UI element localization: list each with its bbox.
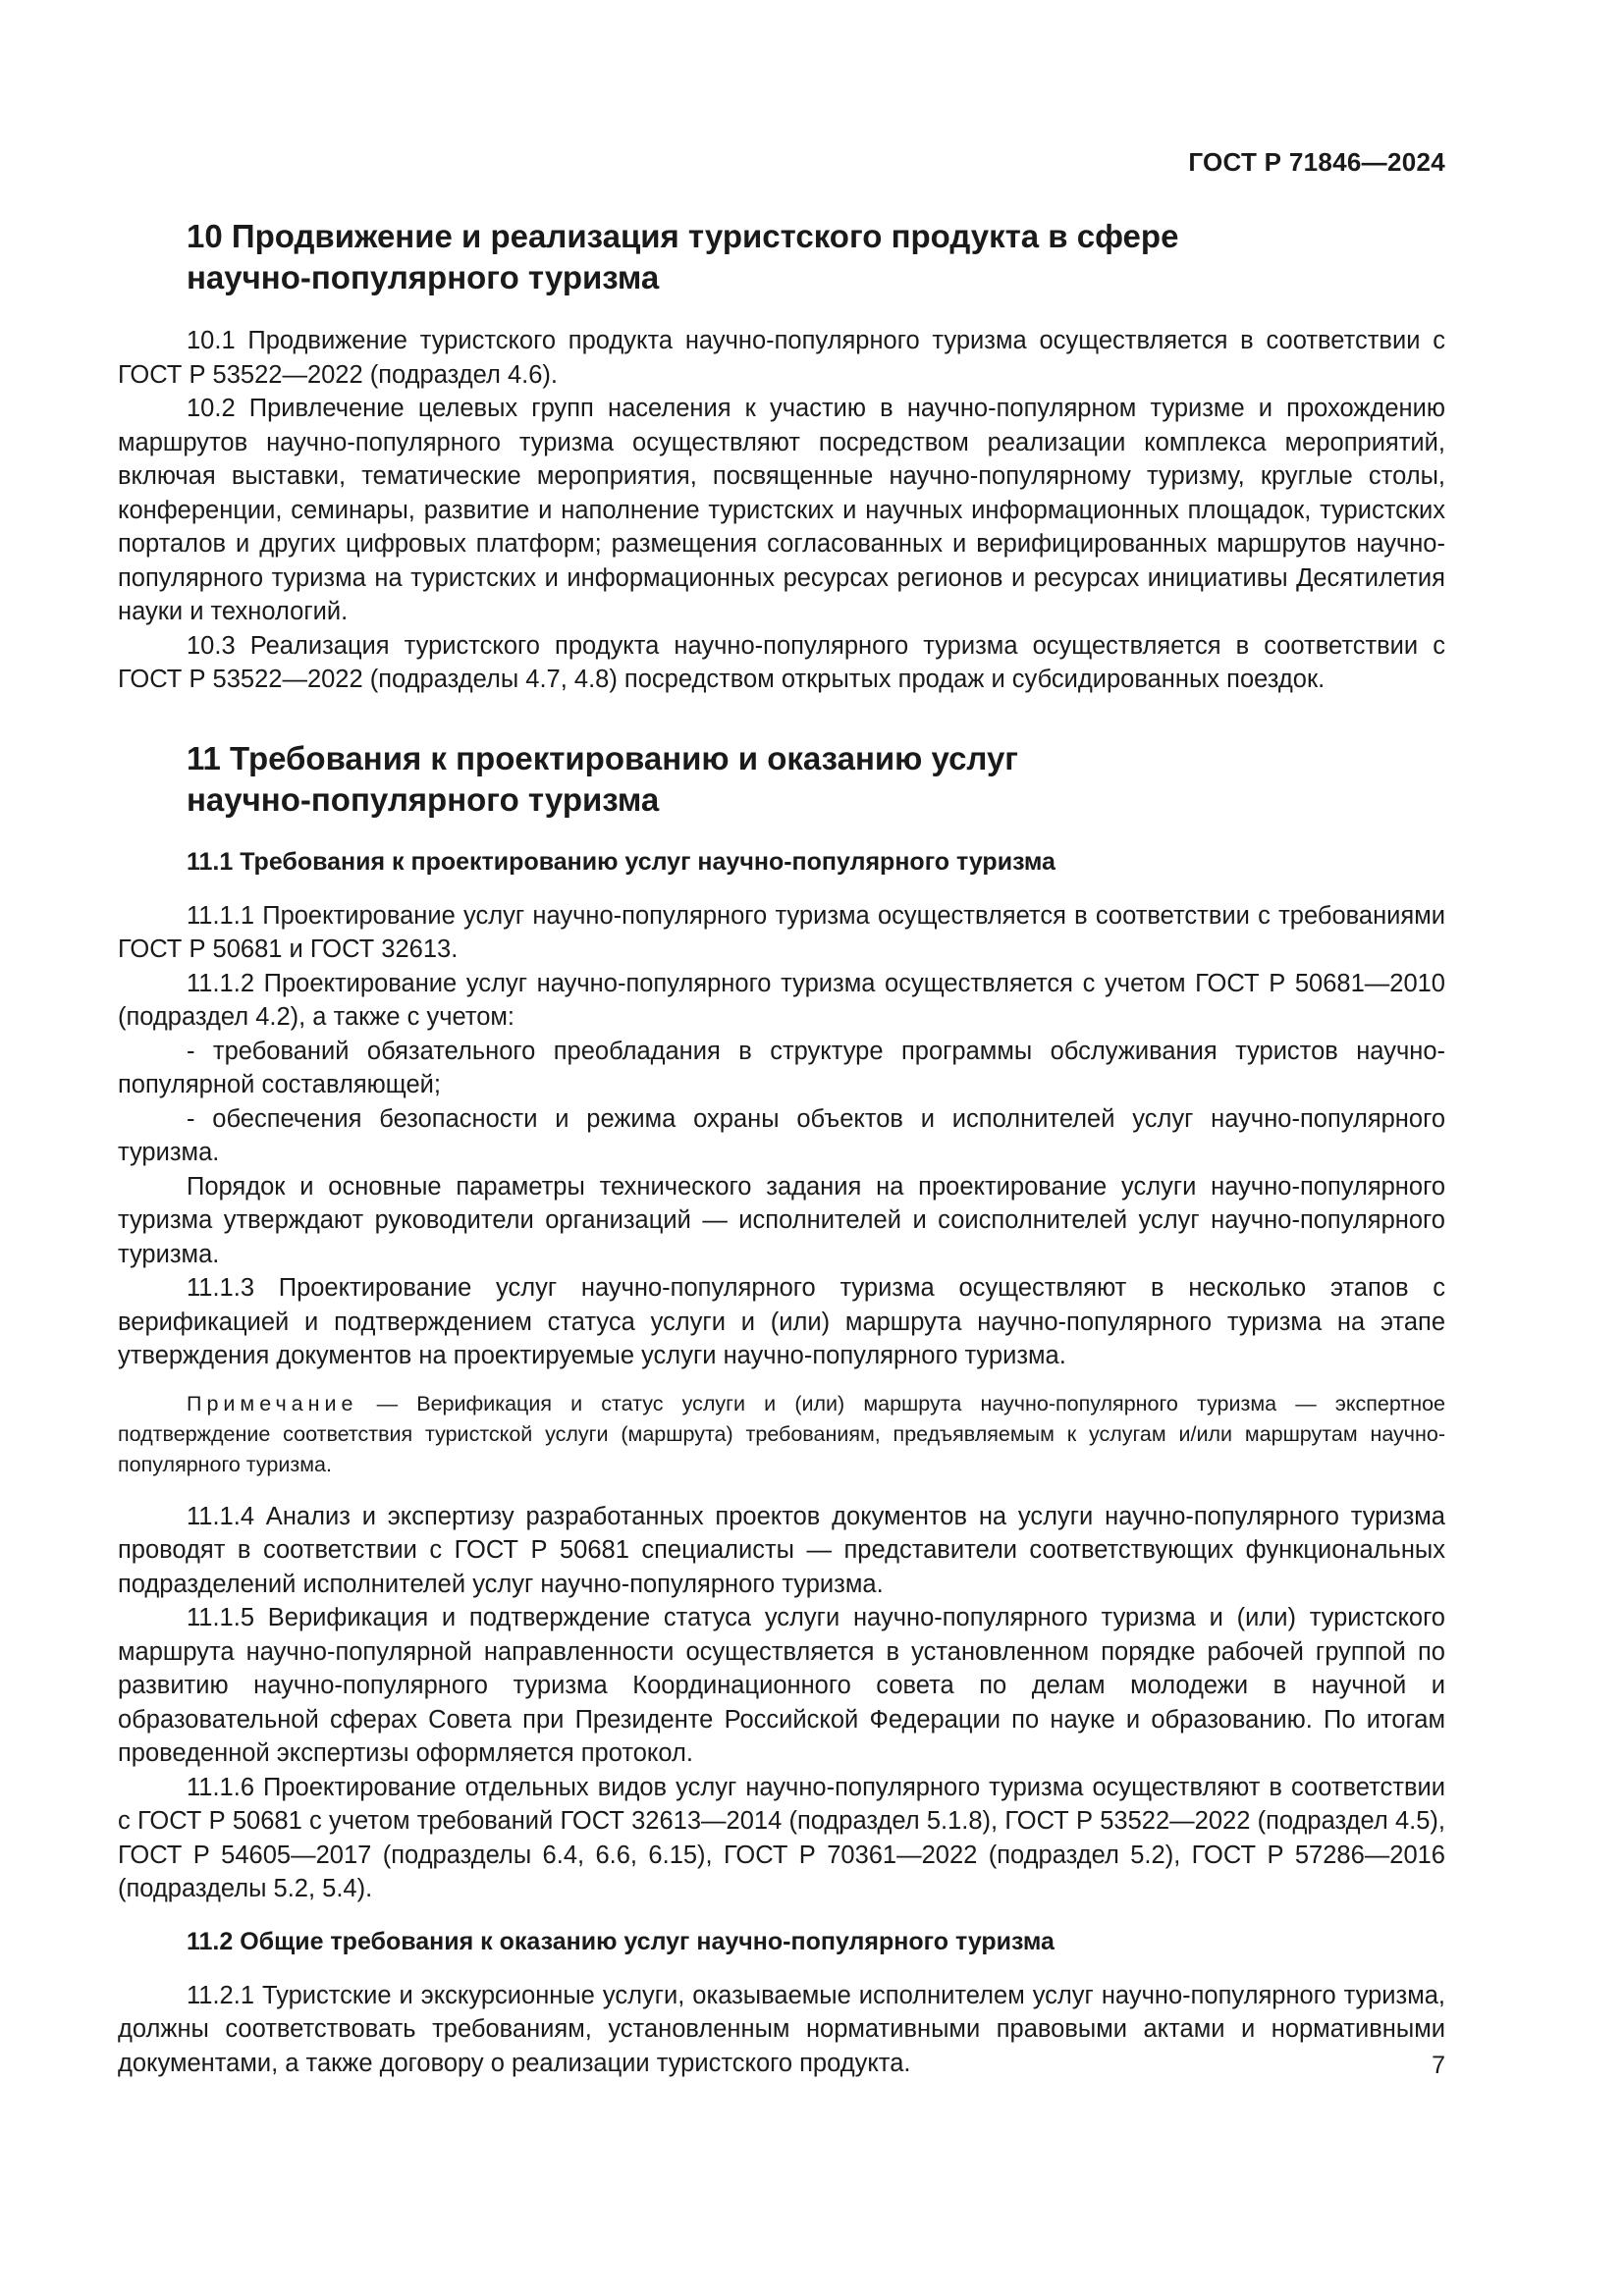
list-item-requirement-1: - требований обязательного преобладания в структуре программы обслуживания туристов научно-популярной составляющей; — [118, 1037, 1445, 1098]
note-text: — Верификация и статус услуги и (или) маршрута научно-популярного туризма — экспертное подтверждение соответствия туристской услуги (маршрута) требованиям, предъявляемым к услугам и/или маршрутам научно-популярного туризма. — [118, 1391, 1445, 1476]
section-10-title-line1: 10 Продвижение и реализация туристского продукта в сфере — [187, 218, 1179, 254]
paragraph-11-1-3: 11.1.3 Проектирование услуг научно-популярного туризма осуществляют в несколько этапов с верификацией и подтверждением статуса услуги и (или) маршрута научно-популярного туризма на этапе утверждения документов на проектируемые услуги научно-популярного туризма. — [118, 1274, 1445, 1369]
paragraph-order: Порядок и основные параметры технического задания на проектирование услуги научно-популярного туризма утверждают руководители организаций — исполнителей и соисполнителей услуг научно-популярного туризма. — [118, 1172, 1445, 1268]
note-label: Примечание — [187, 1391, 358, 1415]
paragraph-11-1-5: 11.1.5 Верификация и подтверждение статуса услуги научно-популярного туризма и (или) туристского маршрута научно-популярной направленности осуществляется в установленном порядке рабочей группой по развитию научно-популярного туризма Координационного совета по делам молодежи в научной и образовательной сферах Совета при Президенте Российской Федерации по науке и образованию. По итогам проведенной экспертизы оформляется протокол. — [118, 1604, 1445, 1767]
section-11-title-line2: научно-популярного туризма — [187, 780, 660, 818]
subsection-11-2-title: 11.2 Общие требования к оказанию услуг научно-популярного туризма — [187, 1927, 1055, 1955]
paragraph-10-1: 10.1 Продвижение туристского продукта научно-популярного туризма осуществляется в соответствии с ГОСТ Р 53522—2022 (подраздел 4.6). — [118, 327, 1445, 389]
section-11-title-line1: 11 Требования к проектированию и оказанию услуг — [187, 739, 1019, 776]
paragraph-11-1-1: 11.1.1 Проектирование услуг научно-популярного туризма осуществляется в соответствии с требованиями ГОСТ Р 50681 и ГОСТ 32613. — [118, 901, 1445, 963]
note — [118, 1389, 1445, 1480]
section-11-title — [187, 738, 1445, 821]
page-number: 7 — [1432, 2052, 1445, 2079]
section-10-title — [187, 216, 1445, 298]
paragraph-10-3: 10.3 Реализация туристского продукта научно-популярного туризма осуществляется в соответствии с ГОСТ Р 53522—2022 (подразделы 4.7, 4.8) посредством открытых продаж и субсидированных поездок. — [118, 631, 1445, 693]
paragraph-11-1-2: 11.1.2 Проектирование услуг научно-популярного туризма осуществляется с учетом ГОСТ Р 50681—2010 (подраздел 4.2), а также с учетом: — [118, 969, 1445, 1031]
document-body — [118, 216, 1445, 2080]
document-code-header: ГОСТ Р 71846—2024 — [1188, 147, 1445, 177]
paragraph-10-2: 10.2 Привлечение целевых групп населения к участию в научно-популярном туризме и прохождению маршрутов научно-популярного туризма осуществляют посредством реализации комплекса мероприятий, включая выставки, тематические мероприятия, посвященные научно-популярному туризму, круглые столы, конференции, семинары, развитие и наполнение туристских и научных информационных площадок, туристских порталов и других цифровых платформ; размещения согласованных и верифицированных маршрутов научно-популярного туризма на туристских и информационных ресурсах регионов и ресурсах инициативы Десятилетия науки и технологий. — [118, 395, 1445, 625]
subsection-11-1-title: 11.1 Требования к проектированию услуг научно-популярного туризма — [187, 847, 1056, 876]
paragraph-11-1-6: 11.1.6 Проектирование отдельных видов услуг научно-популярного туризма осуществляют в соответствии с ГОСТ Р 50681 с учетом требований ГОСТ 32613—2014 (подраздел 5.1.8), ГОСТ Р 53522—2022 (подраздел 4.5), ГОСТ Р 54605—2017 (подразделы 6.4, 6.6, 6.15), ГОСТ Р 70361—2022 (подраздел 5.2), ГОСТ Р 57286—2016 (подразделы 5.2, 5.4). — [118, 1773, 1445, 1902]
section-10-title-line2: научно-популярного туризма — [187, 259, 660, 295]
list-item-requirement-2: - обеспечения безопасности и режима охраны объектов и исполнителей услуг научно-популярного туризма. — [118, 1104, 1445, 1166]
paragraph-11-2-1: 11.2.1 Туристские и экскурсионные услуги, оказываемые исполнителем услуг научно-популярного туризма, должны соответствовать требованиям, установленным нормативными правовыми актами и нормативными документами, а также договору о реализации туристского продукта. — [118, 1981, 1445, 2077]
paragraph-11-1-4: 11.1.4 Анализ и экспертизу разработанных проектов документов на услуги научно-популярного туризма проводят в соответствии с ГОСТ Р 50681 специалисты — представители соответствующих функциональных подразделений исполнителей услуг научно-популярного туризма. — [118, 1502, 1445, 1598]
